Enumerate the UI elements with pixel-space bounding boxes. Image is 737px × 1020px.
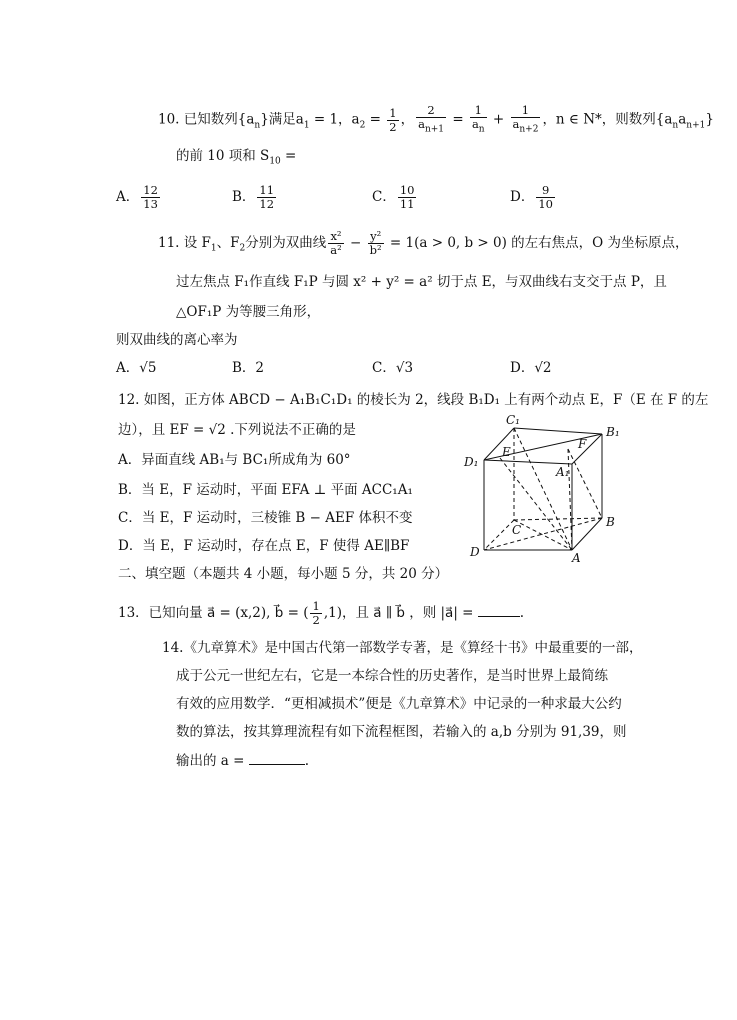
q11-line2: 过左焦点 F₁作直线 F₁P 与圆 x² + y² = a² 切于点 E，与双曲线右支交于点 P，且 <box>176 274 667 290</box>
q11-line4: 则双曲线的离心率为 <box>116 332 238 348</box>
fraction-1-over-an: $\frac{1}{a_n}$ <box>471 103 485 135</box>
q10-stem-line2: 的前 10 项和 $S_{10}$ = <box>176 148 297 167</box>
q12-option-d: D．当 E，F 运动时，存在点 E，F 使得 AE∥BF <box>118 538 410 554</box>
q11-option-b: B．2 <box>232 360 265 376</box>
q11-option-d: D．√2 <box>510 360 552 376</box>
q12-option-a: A．异面直线 AB₁与 BC₁所成角为 60° <box>118 452 351 468</box>
q14-line2: 成于公元一世纪左右，它是一本综合性的历史著作，是当时世界上最简练 <box>176 668 608 684</box>
label-c: C <box>512 523 522 537</box>
q14-line5: 输出的 a = . <box>176 750 309 771</box>
cube-figure <box>460 412 635 567</box>
label-b1: B₁ <box>606 425 620 439</box>
label-a1: A₁ <box>556 465 570 479</box>
label-b: B <box>606 515 615 529</box>
label-c1: C₁ <box>506 413 520 427</box>
q13-line: 13．已知向量 a⃗ = (x,2), b⃗ = ( $\frac{1}{2}$ ,1)，且 a⃗ ∥ b⃗ ，则 |a⃗| = . <box>118 599 525 627</box>
fraction-half: $\frac{1}{2}$ <box>389 105 397 134</box>
q10-option-a: A． $\frac{12}{13}$ <box>116 183 158 211</box>
label-f: F <box>578 437 587 451</box>
q10-option-d: D． $\frac{9}{10}$ <box>510 183 553 211</box>
q10-option-b: B． $\frac{11}{12}$ <box>232 183 275 211</box>
label-d1: D₁ <box>464 455 479 469</box>
q11-line1: 11. 设 $F_1$、$F_2$分别为双曲线 $\frac{\text{x²}}{\text{a²}}$ − $\frac{\text{y²}}{\text{b²}}$ = 1(a > 0, b > 0) 的左右焦点，O 为坐标原点， <box>158 229 689 257</box>
label-a: A <box>572 551 581 565</box>
q12-option-c: C．当 E，F 运动时，三棱锥 B − AEF 体积不变 <box>118 510 413 526</box>
q12-option-b: B．当 E，F 运动时，平面 EFA ⊥ 平面 ACC₁A₁ <box>118 482 413 498</box>
q10-stem-line1: 10. 已知数列$\{a_n\}$满足$a_1 = 1$，$a_2$ = $\frac{1}{2}$ ， $\frac{2}{a_{n+1}}$ = $\frac{1}{a_n}$ + $\frac{1}{a_{n+2}}$ ，n ∈ N*，则数列$\{a_na_{n+1}\}$ <box>158 103 714 135</box>
label-d: D <box>470 545 480 559</box>
q13-answer-blank[interactable] <box>478 602 520 617</box>
q11-option-c: C．√3 <box>372 360 414 376</box>
section2-title: 二、填空题（本题共 4 小题，每小题 5 分，共 20 分） <box>118 566 449 582</box>
q10-option-c: C． $\frac{10}{11}$ <box>372 183 415 211</box>
q14-line4: 数的算法，按其算理流程有如下流程框图，若输入的 a,b 分别为 91,39，则 <box>176 724 627 740</box>
fraction-1-over-an2: $\frac{1}{a_{n+2}}$ <box>512 103 539 135</box>
q12-line2: 边），且 EF = √2 .下列说法不正确的是 <box>118 422 356 438</box>
q14-answer-blank[interactable] <box>249 750 305 765</box>
q12-line1: 12. 如图，正方体 ABCD − A₁B₁C₁D₁ 的棱长为 2，线段 B₁D₁ 上有两个动点 E，F（E 在 F 的左 <box>118 392 709 408</box>
label-e: E <box>502 445 511 459</box>
q11-line3: △OF₁P 为等腰三角形， <box>176 304 321 320</box>
q14-line1: 14.《九章算术》是中国古代第一部数学专著，是《算经十书》中最重要的一部， <box>162 640 643 656</box>
q11-option-a: A．√5 <box>116 360 157 376</box>
q14-line3: 有效的应用数学．“更相减损术”便是《九章算术》中记录的一种求最大公约 <box>176 696 622 712</box>
fraction-2-over-an1: $\frac{2}{a_{n+1}}$ <box>418 103 445 135</box>
